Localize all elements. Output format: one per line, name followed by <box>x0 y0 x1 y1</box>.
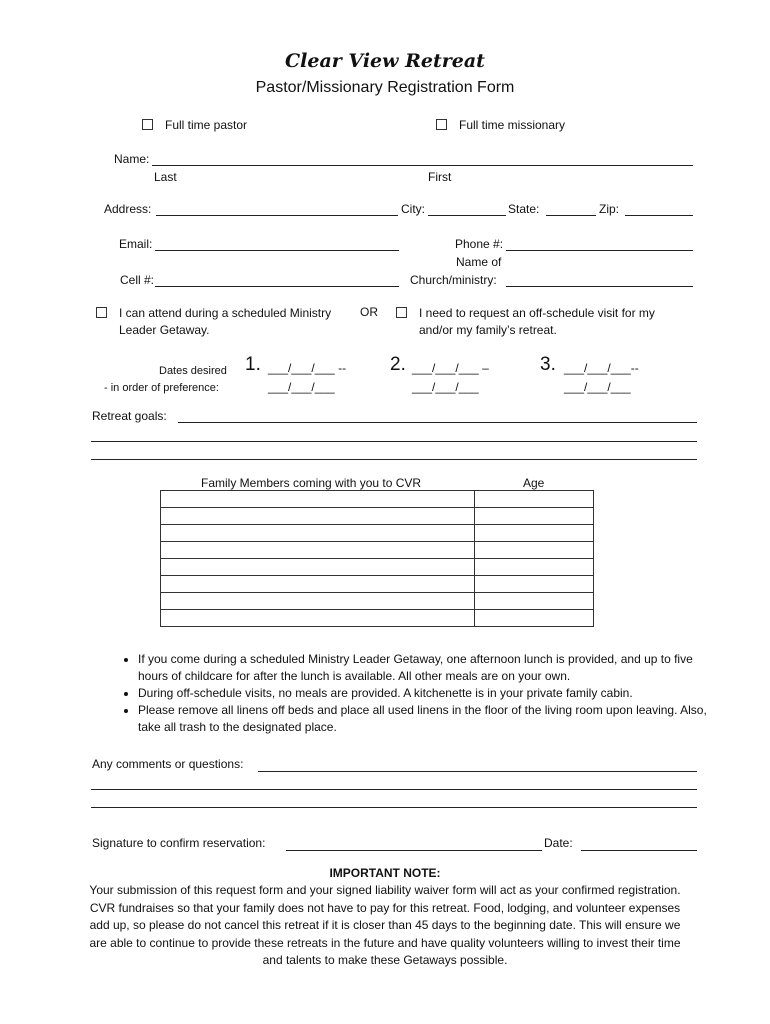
family-member-cell[interactable] <box>161 508 475 525</box>
table-row <box>161 593 594 610</box>
date-option-1-start[interactable]: ___/___/___ -- <box>268 361 347 375</box>
retreat-goals-label: Retreat goals: <box>92 409 167 423</box>
form-title: Clear View Retreat <box>285 50 485 72</box>
comments-line-3[interactable] <box>91 807 697 808</box>
date-option-1-number: 1. <box>245 354 261 375</box>
pastor-label: Full time pastor <box>165 118 248 132</box>
table-row <box>161 542 594 559</box>
first-name-caption: First <box>428 170 452 184</box>
zip-label: Zip: <box>599 202 620 216</box>
church-label-line2: Church/ministry: <box>410 273 497 287</box>
family-members-header: Family Members coming with you to CVR <box>201 476 422 490</box>
date-option-2-end[interactable]: ___/___/___ <box>412 380 479 394</box>
family-member-cell[interactable] <box>161 525 475 542</box>
name-field[interactable] <box>152 165 693 166</box>
dates-label-1: Dates desired <box>159 365 227 377</box>
city-field[interactable] <box>428 215 506 216</box>
age-cell[interactable] <box>475 576 594 593</box>
list-item: • During off-schedule visits, no meals are provided. A kitchenette is in your private family cabin. <box>138 685 718 702</box>
family-member-cell[interactable] <box>161 610 475 627</box>
last-name-caption: Last <box>154 170 177 184</box>
signature-label: Signature to confirm reservation: <box>92 836 266 850</box>
state-field[interactable] <box>546 215 596 216</box>
family-member-cell[interactable] <box>161 593 475 610</box>
form-subtitle: Pastor/Missionary Registration Form <box>255 79 515 96</box>
email-label: Email: <box>119 237 153 251</box>
family-member-cell[interactable] <box>161 542 475 559</box>
missionary-checkbox[interactable] <box>436 119 447 130</box>
comments-label: Any comments or questions: <box>92 757 244 771</box>
scheduled-getaway-label-1: I can attend during a scheduled Ministry <box>119 306 332 320</box>
notes-list <box>118 651 718 736</box>
missionary-label: Full time missionary <box>459 118 566 132</box>
date-option-1-end[interactable]: ___/___/___ <box>268 380 335 394</box>
phone-field[interactable] <box>506 250 693 251</box>
age-header: Age <box>523 476 545 490</box>
address-label: Address: <box>104 202 152 216</box>
scheduled-getaway-checkbox[interactable] <box>96 307 107 318</box>
name-label: Name: <box>114 152 150 166</box>
date-option-3-start[interactable]: ___/___/___-- <box>564 361 639 375</box>
important-note-heading: IMPORTANT NOTE: <box>329 866 441 880</box>
age-cell[interactable] <box>475 491 594 508</box>
family-members-table <box>160 490 594 627</box>
important-note-body: Your submission of this request form and your signed liability waiver form will act as your confirmed registration. CVR fundraises so that your family does not have to pay for this retreat. Food, lodging, and volunteer expenses add up, so please do not cancel this retreat if it is closer than 45 days to the beginning date. This will ensure we are able to continue to provide these retreats in the future and have quality volunteers willing to invest their time and talents to make these Getaways possible. <box>89 883 681 967</box>
pastor-checkbox[interactable] <box>142 119 153 130</box>
list-item: • Please remove all linens off beds and place all used linens in the floor of the living room upon leaving. Also, take all trash to the designated place. <box>138 702 718 736</box>
list-item: • If you come during a scheduled Ministry Leader Getaway, one afternoon lunch is provided, and up to five hours of childcare for after the lunch is available. All other meals are on your own. <box>138 651 718 685</box>
date-option-3-end[interactable]: ___/___/___ <box>564 380 631 394</box>
comments-line-1[interactable] <box>258 771 697 772</box>
age-cell[interactable] <box>475 559 594 576</box>
date-option-3-number: 3. <box>540 354 556 375</box>
table-row <box>161 525 594 542</box>
age-cell[interactable] <box>475 525 594 542</box>
zip-field[interactable] <box>625 215 693 216</box>
age-cell[interactable] <box>475 542 594 559</box>
retreat-goals-line-2[interactable] <box>91 441 697 442</box>
table-row <box>161 610 594 627</box>
signature-field[interactable] <box>286 850 542 851</box>
church-label-line1: Name of <box>456 255 502 269</box>
off-schedule-label-1: I need to request an off-schedule visit for my <box>419 306 655 320</box>
dates-label-2: - in order of preference: <box>104 382 219 394</box>
off-schedule-checkbox[interactable] <box>396 307 407 318</box>
phone-label: Phone #: <box>455 237 504 251</box>
cell-label: Cell #: <box>120 273 155 287</box>
family-member-cell[interactable] <box>161 559 475 576</box>
age-cell[interactable] <box>475 508 594 525</box>
signature-date-field[interactable] <box>581 850 697 851</box>
state-label: State: <box>508 202 540 216</box>
family-member-cell[interactable] <box>161 491 475 508</box>
off-schedule-label-2: and/or my family’s retreat. <box>419 323 557 337</box>
address-field[interactable] <box>156 215 398 216</box>
city-label: City: <box>401 202 425 216</box>
table-row <box>161 491 594 508</box>
retreat-goals-line-3[interactable] <box>91 459 697 460</box>
family-member-cell[interactable] <box>161 576 475 593</box>
age-cell[interactable] <box>475 593 594 610</box>
scheduled-getaway-label-2: Leader Getaway. <box>119 323 210 337</box>
or-separator: OR <box>360 305 378 319</box>
table-row <box>161 508 594 525</box>
table-row <box>161 559 594 576</box>
age-cell[interactable] <box>475 610 594 627</box>
date-option-2-number: 2. <box>390 354 406 375</box>
church-field[interactable] <box>506 286 693 287</box>
comments-line-2[interactable] <box>91 789 697 790</box>
date-option-2-start[interactable]: ___/___/___ – <box>412 361 489 375</box>
table-row <box>161 576 594 593</box>
retreat-goals-line-1[interactable] <box>178 422 697 423</box>
email-field[interactable] <box>155 250 399 251</box>
cell-field[interactable] <box>155 286 399 287</box>
signature-date-label: Date: <box>544 836 573 850</box>
